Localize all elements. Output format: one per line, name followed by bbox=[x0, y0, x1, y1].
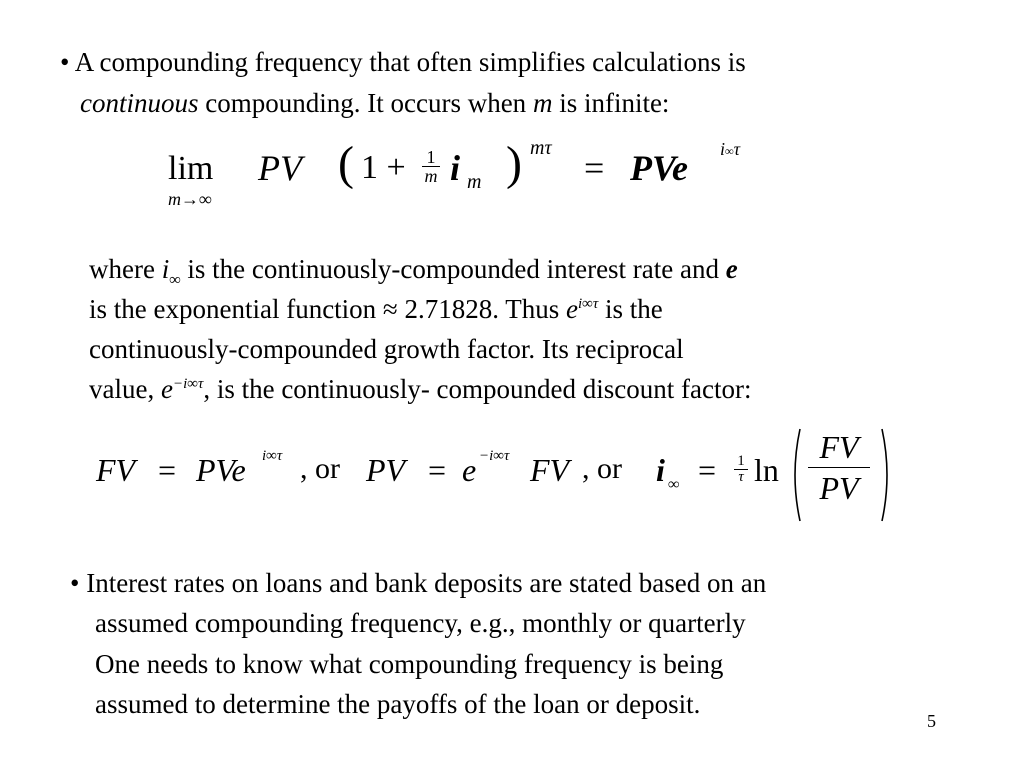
para1-text-2a: compounding. It occurs when bbox=[198, 88, 533, 118]
para2-text-4b: , is the continuously- compounded discount factor: bbox=[203, 374, 752, 404]
e-term-2: e bbox=[462, 452, 477, 488]
i-subscript-m: m bbox=[467, 171, 482, 193]
fv-term-2: FV bbox=[530, 452, 570, 488]
one-over-m bbox=[422, 148, 440, 185]
para3-line2 bbox=[95, 610, 746, 637]
inf-subscript: ∞ bbox=[169, 271, 181, 289]
var-m: m bbox=[532, 88, 553, 118]
i-var: i bbox=[450, 148, 461, 188]
i-inf-subscript: ∞ bbox=[668, 476, 680, 493]
para2-line4 bbox=[89, 376, 751, 403]
discount-exponent: −i∞τ bbox=[479, 448, 510, 464]
fv-pv-bar bbox=[808, 467, 870, 468]
pve-term-2: PVe bbox=[196, 452, 246, 488]
para3-text-1: Interest rates on loans and bank deposits are stated based on an bbox=[86, 568, 767, 598]
big-left-paren bbox=[788, 425, 802, 525]
big-right-paren bbox=[880, 425, 894, 525]
growth-factor-e: e bbox=[566, 294, 578, 324]
para1-line2 bbox=[80, 90, 669, 117]
para3-line3 bbox=[95, 651, 723, 678]
para2-text-4a: value, bbox=[89, 374, 161, 404]
or-2: , or bbox=[582, 452, 622, 485]
discount-factor-e: e bbox=[160, 374, 173, 404]
left-paren: ( bbox=[338, 137, 354, 190]
bullet-1: • bbox=[60, 47, 70, 77]
one-plus: 1 + bbox=[361, 149, 406, 186]
equals-1: = bbox=[158, 452, 177, 488]
continuous-word: continuous bbox=[80, 88, 199, 118]
para3-line1 bbox=[70, 570, 766, 597]
i-inf-inline: i bbox=[161, 254, 170, 284]
para2-line3 bbox=[89, 336, 684, 363]
para2-text-3: continuously-compounded growth factor. Its reciprocal bbox=[89, 334, 684, 364]
para3-text-3: One needs to know what compounding frequency is being bbox=[95, 649, 724, 679]
page-number: 5 bbox=[927, 711, 936, 731]
frac-fv: FV bbox=[819, 429, 859, 465]
growth-factor-exp: i∞τ bbox=[578, 296, 599, 312]
para1-text-1: A compounding frequency that often simplifies calculations is bbox=[74, 47, 746, 77]
i-inf-term: i bbox=[656, 452, 665, 488]
frac-num: 1 bbox=[426, 147, 436, 167]
e-inline: e bbox=[725, 254, 738, 284]
tau-num: 1 bbox=[737, 453, 745, 469]
ln-text: ln bbox=[754, 452, 779, 488]
pv-term-2: PV bbox=[366, 452, 406, 488]
pve-term: PVe bbox=[630, 148, 688, 188]
bullet-2: • bbox=[70, 568, 80, 598]
para1-text-2b: is infinite: bbox=[552, 88, 670, 118]
rhs-exponent bbox=[720, 140, 740, 158]
frac-den: m bbox=[424, 166, 438, 186]
fv-term-1: FV bbox=[96, 452, 136, 488]
para3-line4 bbox=[95, 691, 700, 718]
para1-line1 bbox=[60, 49, 746, 76]
para2-line1 bbox=[89, 254, 738, 289]
one-over-tau bbox=[734, 454, 748, 485]
para2-text-1a: where bbox=[89, 254, 162, 284]
lim-text: lim bbox=[168, 150, 214, 187]
rhs-exp-inf: ∞ bbox=[725, 144, 734, 158]
growth-exponent: i∞τ bbox=[262, 448, 283, 464]
lim-subscript: m→∞ bbox=[168, 189, 212, 209]
para2-text-2b: is the bbox=[598, 294, 663, 324]
para2-text-1b: is the continuously-compounded interest rate and bbox=[180, 254, 726, 284]
pv-term: PV bbox=[258, 148, 302, 188]
para2-text-2a: is the exponential function ≈ 2.71828. Thus bbox=[89, 294, 567, 324]
discount-factor-exp: −i∞τ bbox=[172, 376, 204, 392]
tau-den: τ bbox=[738, 469, 744, 485]
right-paren: ) bbox=[506, 137, 522, 190]
para3-text-4: assumed to determine the payoffs of the loan or deposit. bbox=[95, 689, 701, 719]
equals-sign: = bbox=[584, 148, 605, 188]
or-1: , or bbox=[300, 452, 340, 485]
para3-text-2: assumed compounding frequency, e.g., monthly or quarterly bbox=[95, 608, 746, 638]
rhs-exp-tau: τ bbox=[733, 139, 741, 159]
m-tau-exponent: mτ bbox=[530, 137, 552, 159]
frac-pv: PV bbox=[819, 470, 859, 506]
equals-2: = bbox=[428, 452, 447, 488]
fv-over-pv bbox=[808, 431, 870, 504]
para2-line2 bbox=[89, 296, 663, 323]
rhs-exp-i: i bbox=[720, 139, 726, 159]
equals-3: = bbox=[698, 452, 717, 488]
